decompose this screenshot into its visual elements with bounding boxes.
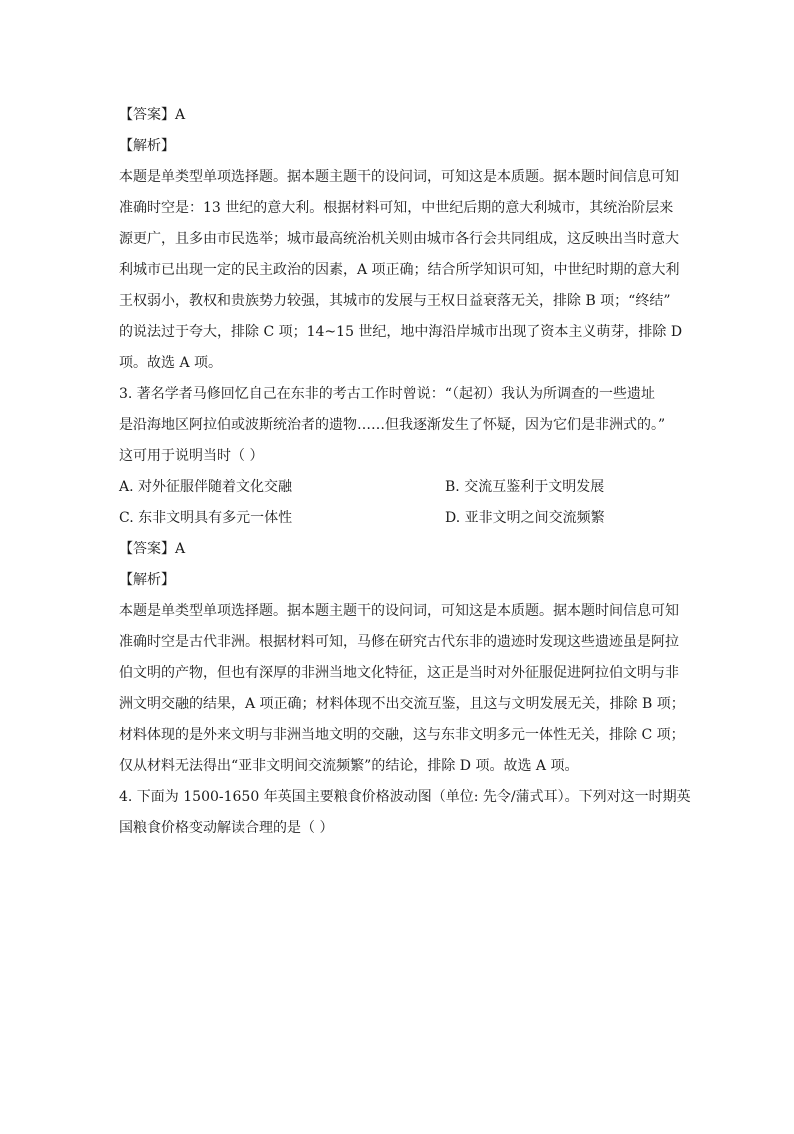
question-4 — [119, 782, 691, 844]
question-stem-line: 这可用于说明当时（ ） — [119, 448, 264, 464]
answer-label-2: 【答案】A — [119, 541, 186, 557]
explanation-line: 的说法过于夸大，排除 C 项；14~15 世纪，地中海沿岸城市出现了资本主义萌芽，排除 D — [119, 324, 683, 340]
explanation-line: 仅从材料无法得出“亚非文明间交流频繁”的结论，排除 D 项。故选 A 项。 — [119, 758, 579, 774]
option-b: B. 交流互鉴利于文明发展 — [445, 479, 605, 495]
explanation-line: 利城市已出现一定的民主政治的因素，A 项正确；结合所学知识可知，中世纪时期的意大利 — [119, 262, 680, 278]
question-3 — [119, 379, 685, 782]
option-a: A. 对外征服伴随着文化交融 — [119, 479, 293, 495]
explanation-line: 伯文明的产物，但也有深厚的非洲当地文化特征，这正是当时对外征服促进阿拉伯文明与非 — [119, 665, 679, 681]
explanation-line: 王权弱小，教权和贵族势力较强，其城市的发展与王权日益衰落无关，排除 B 项；“终结” — [119, 293, 671, 309]
explanation-line: 洲文明交融的结果，A 项正确；材料体现不出交流互鉴，且这与文明发展无关，排除 B 项； — [119, 696, 685, 712]
explanation-line: 项。故选 A 项。 — [119, 355, 223, 371]
options-row-ab — [119, 472, 679, 503]
option-d: D. 亚非文明之间交流频繁 — [445, 510, 605, 526]
answer-label-1: 【答案】A — [119, 107, 186, 123]
analysis-heading-1: 【解析】 — [119, 138, 175, 154]
question-stem-line: 国粮食价格变动解读合理的是（ ） — [119, 820, 334, 836]
explanation-block-1 — [119, 162, 683, 379]
question-stem-line: 3. 著名学者马修回忆自己在东非的考古工作时曾说：“（起初）我认为所调查的一些遗址 — [119, 386, 655, 402]
analysis-heading-2: 【解析】 — [119, 572, 175, 588]
explanation-block-2 — [119, 596, 685, 782]
question-stem-line: 4. 下面为 1500-1650 年英国主要粮食价格波动图（单位: 先令/蒲式耳）。下列对这一时期英 — [119, 789, 691, 805]
blank-space — [119, 844, 679, 1134]
options-row-cd — [119, 503, 679, 534]
explanation-line: 材料体现的是外来文明与非洲当地文明的交融，这与东非文明多元一体性无关，排除 C 项； — [119, 727, 685, 743]
document-page — [119, 100, 691, 1134]
explanation-line: 准确时空是古代非洲。根据材料可知，马修在研究古代东非的遗迹时发现这些遗迹虽是阿拉 — [119, 634, 679, 650]
explanation-line: 本题是单类型单项选择题。据本题主题干的设问词，可知这是本质题。据本题时间信息可知 — [119, 169, 679, 185]
explanation-line: 本题是单类型单项选择题。据本题主题干的设问词，可知这是本质题。据本题时间信息可知 — [119, 603, 679, 619]
option-c: C. 东非文明具有多元一体性 — [119, 510, 293, 526]
explanation-line: 源更广，且多由市民选举；城市最高统治机关则由城市各行会共同组成，这反映出当时意大 — [119, 231, 679, 247]
explanation-line: 准确时空是：13 世纪的意大利。根据材料可知，中世纪后期的意大利城市，其统治阶层来 — [119, 200, 674, 216]
question-stem-line: 是沿海地区阿拉伯或波斯统治者的遗物……但我逐渐发生了怀疑，因为它们是非洲式的。” — [119, 417, 666, 433]
